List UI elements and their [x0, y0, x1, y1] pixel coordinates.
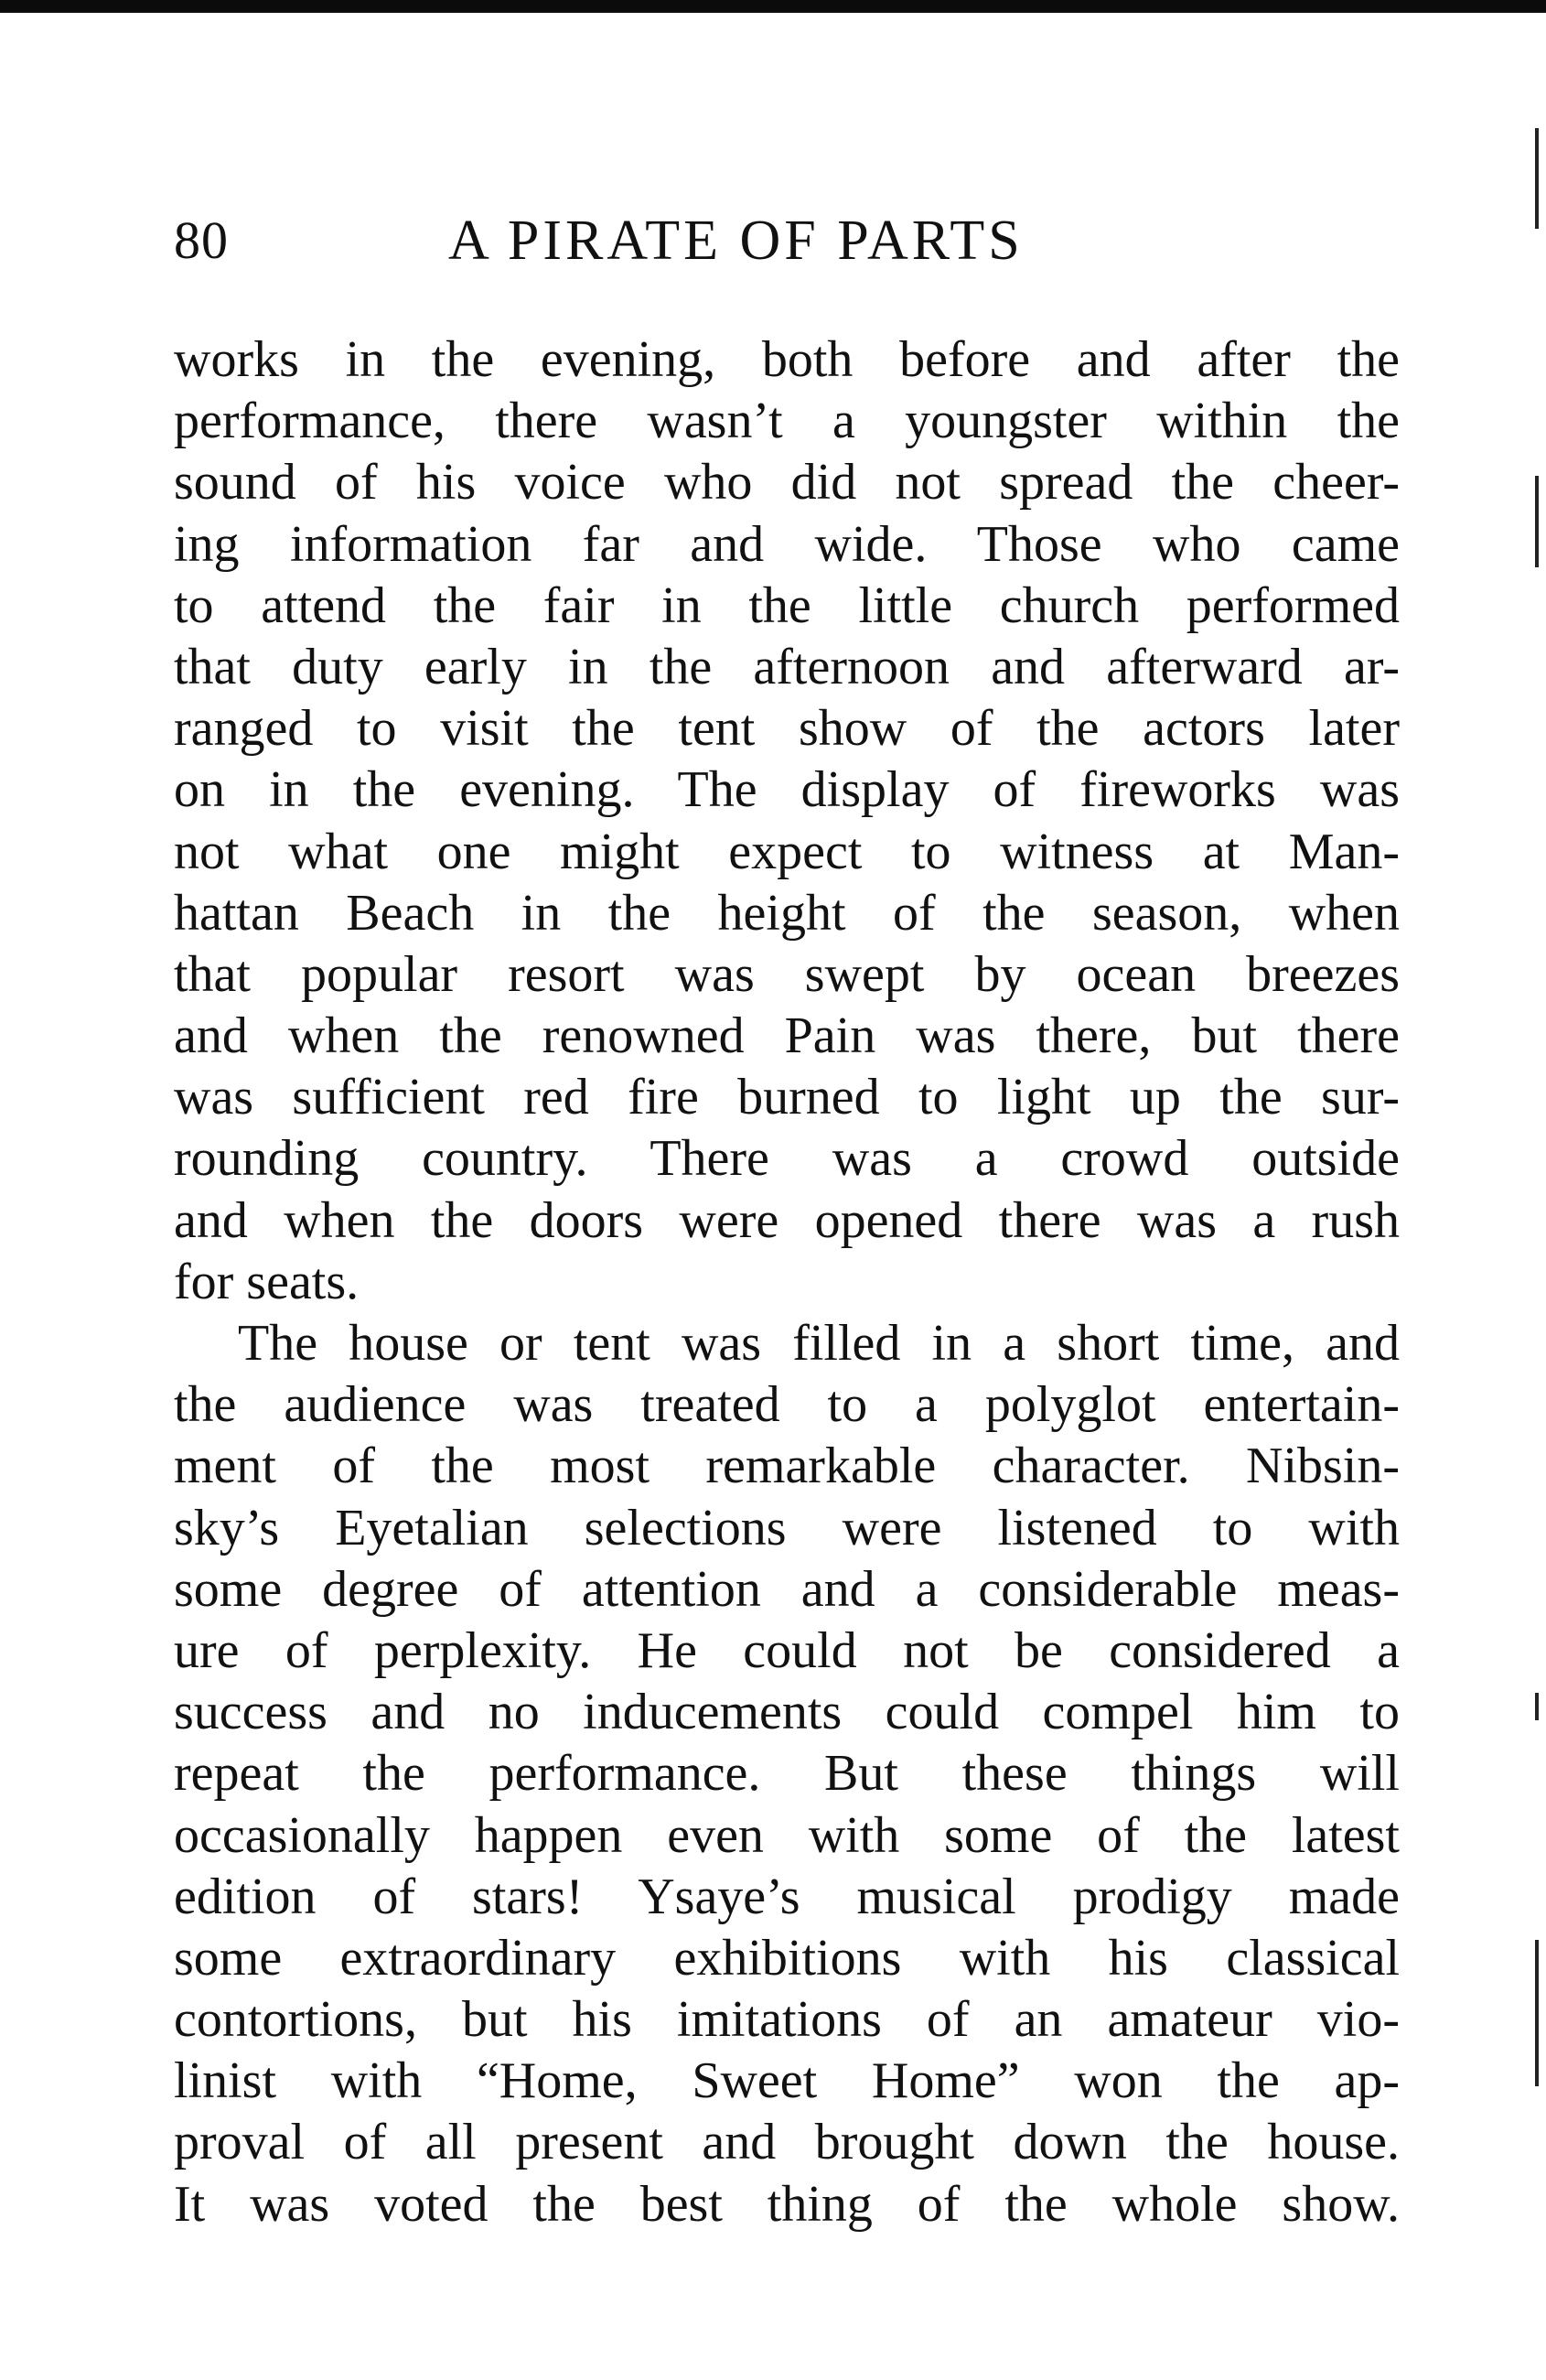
page-edge-mark — [1535, 1940, 1539, 2086]
running-title: A PIRATE OF PARTS — [448, 210, 1024, 272]
text-line: edition of stars! Ysaye’s musical prodigy made — [174, 1868, 1400, 1925]
text-line: success and no inducements could compel him to — [174, 1684, 1400, 1741]
text-line: sky’s Eyetalian selections were listened to with — [174, 1499, 1400, 1556]
text-line: ment of the most remarkable character. Nibsin- — [174, 1438, 1400, 1495]
text-line: occasionally happen even with some of the latest — [174, 1806, 1400, 1864]
text-line: ure of perplexity. He could not be considered a — [174, 1621, 1400, 1679]
text-line: on in the evening. The display of fireworks was — [174, 761, 1400, 819]
text-line: It was voted the best thing of the whole show. — [174, 2175, 1400, 2233]
text-line: rounding country. There was a crowd outside — [174, 1130, 1400, 1188]
text-line: linist with “Home, Sweet Home” won the ap- — [174, 2052, 1400, 2110]
text-line: some degree of attention and a considerable meas- — [174, 1560, 1400, 1618]
text-line: that popular resort was swept by ocean breezes — [174, 945, 1400, 1003]
text-line: contortions, but his imitations of an amateur vio- — [174, 1991, 1400, 2049]
text-line: ranged to visit the tent show of the actors later — [174, 700, 1400, 758]
page-header — [174, 199, 1400, 282]
paragraph-start-line: The house or tent was filled in a short time, and — [238, 1315, 1400, 1372]
text-line: proval of all present and brought down the house. — [174, 2114, 1400, 2171]
paragraph-end-line: for seats. — [174, 1253, 360, 1310]
text-line: the audience was treated to a polyglot entertain- — [174, 1376, 1400, 1434]
text-line: some extraordinary exhibitions with his classical — [174, 1929, 1400, 1987]
text-line: not what one might expect to witness at Man- — [174, 823, 1400, 880]
text-line: and when the renowned Pain was there, but there — [174, 1007, 1400, 1065]
text-line: sound of his voice who did not spread the cheer- — [174, 454, 1400, 512]
text-line: performance, there wasn’t a youngster within the — [174, 393, 1400, 450]
text-line: ing information far and wide. Those who came — [174, 515, 1400, 573]
text-line: was sufficient red fire burned to light up the sur- — [174, 1069, 1400, 1126]
text-line: and when the doors were opened there was a rush — [174, 1191, 1400, 1249]
page-edge-mark — [1535, 1693, 1539, 1720]
page-edge-mark — [1535, 128, 1539, 229]
text-line: repeat the performance. But these things will — [174, 1745, 1400, 1803]
text-line: to attend the fair in the little church performed — [174, 576, 1400, 634]
page-number: 80 — [174, 210, 229, 270]
top-edge-rule — [0, 0, 1546, 13]
body-text — [174, 329, 1400, 2235]
text-line: that duty early in the afternoon and afterward ar- — [174, 638, 1400, 695]
text-line: hattan Beach in the height of the season, when — [174, 884, 1400, 942]
text-line: works in the evening, both before and after the — [174, 331, 1400, 388]
page-edge-mark — [1535, 476, 1539, 567]
